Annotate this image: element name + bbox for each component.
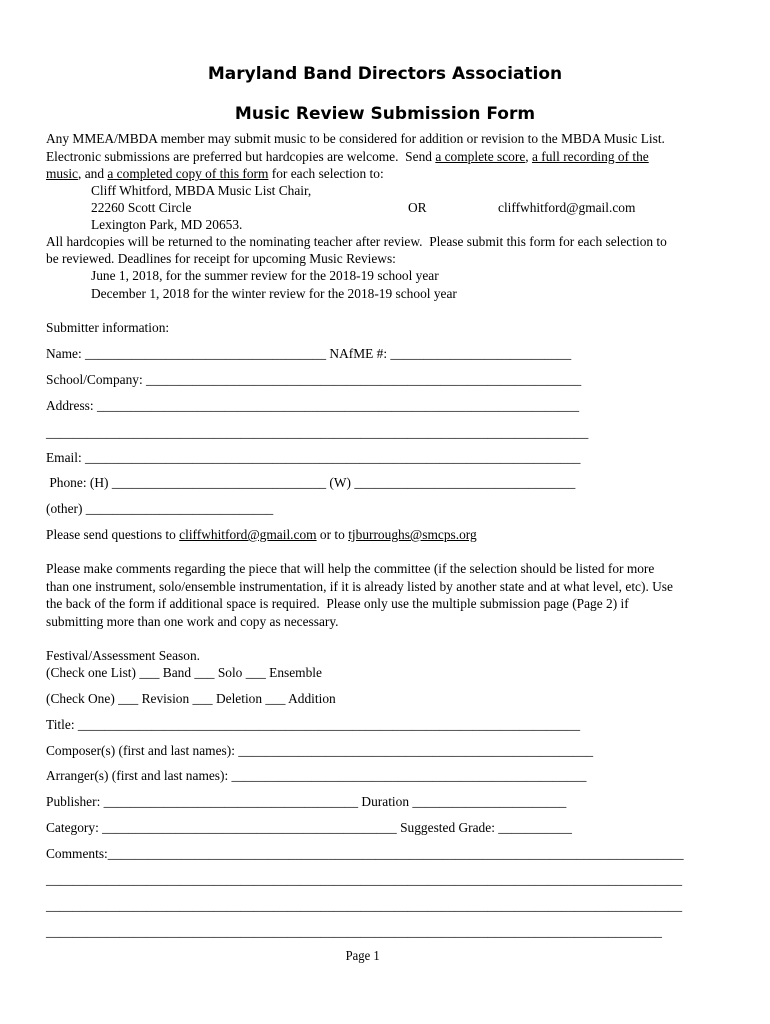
address-line-1: Cliff Whitford, MBDA Music List Chair, xyxy=(91,183,312,198)
category-grade-field[interactable]: Category: ____________________________________________ Suggested Grade: ___________ xyxy=(46,820,572,835)
intro-line-4: All hardcopies will be returned to the nominating teacher after review. Please submit this form for each selection to xyxy=(46,234,667,249)
title-field[interactable]: Title: ___________________________________________________________________________ xyxy=(46,717,581,732)
completed-copy-text: a completed copy of this form xyxy=(107,166,269,181)
check-one-field[interactable]: (Check One) ___ Revision ___ Deletion ___ Addition xyxy=(46,691,336,706)
comments-line-3[interactable]: _______________________________________________________________________________________________ xyxy=(46,898,683,913)
comments-info-2: than one instrument, solo/ensemble instrumentation, if it is already listed by another state and at what level, etc). Use xyxy=(46,579,673,594)
address-field-2[interactable]: _________________________________________________________________________________ xyxy=(46,425,589,440)
intro-text: Electronic submissions are preferred but hardcopies are welcome. Send xyxy=(46,149,436,164)
form-title: Music Review Submission Form xyxy=(234,104,536,124)
deadline-1: June 1, 2018, for the summer review for the 2018-19 school year xyxy=(91,268,439,283)
org-title: Maryland Band Directors Association xyxy=(207,64,563,84)
intro-line-2 xyxy=(46,148,649,165)
address-line-3: Lexington Park, MD 20653. xyxy=(91,217,243,232)
complete-score-text: a complete score xyxy=(435,149,526,164)
name-field[interactable]: Name: ____________________________________ NAfME #: ___________________________ xyxy=(46,346,572,361)
intro-text: for each selection to: xyxy=(268,166,384,181)
questions-email-link-2[interactable]: tjburroughs@smcps.org xyxy=(348,527,477,542)
separator: , xyxy=(525,149,532,164)
publisher-duration-field[interactable]: Publisher: ______________________________________ Duration _______________________ xyxy=(46,794,567,809)
intro-line-5: be reviewed. Deadlines for receipt for upcoming Music Reviews: xyxy=(46,251,396,266)
intro-line-3 xyxy=(46,165,384,182)
comments-line-4[interactable]: ____________________________________________________________________________________________ xyxy=(46,924,662,939)
season-label: Festival/Assessment Season. xyxy=(46,648,200,663)
submitter-heading: Submitter information: xyxy=(46,320,170,335)
questions-email-link-1[interactable]: cliffwhitford@gmail.com xyxy=(179,527,317,542)
page-number: Page 1 xyxy=(345,948,380,963)
other-phone-field[interactable]: (other) ____________________________ xyxy=(46,501,274,516)
music-text: music xyxy=(46,166,78,181)
address-line-2: 22260 Scott Circle xyxy=(91,200,192,215)
chair-email: cliffwhitford@gmail.com xyxy=(498,200,636,215)
check-list-field[interactable]: (Check one List) ___ Band ___ Solo ___ Ensemble xyxy=(46,665,322,680)
phone-field[interactable]: Phone: (H) ________________________________ (W) _________________________________ xyxy=(46,475,576,490)
intro-text: , and xyxy=(78,166,108,181)
address-field[interactable]: Address: ________________________________________________________________________ xyxy=(46,398,580,413)
questions-text: or to xyxy=(316,527,349,542)
school-field[interactable]: School/Company: _________________________________________________________________ xyxy=(46,372,582,387)
arranger-field[interactable]: Arranger(s) (first and last names): _____________________________________________________ xyxy=(46,768,587,783)
full-recording-text: a full recording of the xyxy=(531,149,649,164)
intro-line-1: Any MMEA/MBDA member may submit music to be considered for addition or revision to the MBDA Music List. xyxy=(46,131,665,146)
email-field[interactable]: Email: __________________________________________________________________________ xyxy=(46,450,581,465)
deadline-2: December 1, 2018 for the winter review for the 2018-19 school year xyxy=(91,286,457,301)
comments-info-4: submitting more than one work and copy as necessary. xyxy=(46,614,339,629)
questions-line xyxy=(46,526,477,543)
composer-field[interactable]: Composer(s) (first and last names): _____________________________________________________ xyxy=(46,743,594,758)
or-label: OR xyxy=(408,200,427,215)
questions-text: Please send questions to xyxy=(46,527,180,542)
comments-info-3: the back of the form if additional space is required. Please only use the multiple submission page (Page 2) if xyxy=(46,596,629,611)
comments-info-1: Please make comments regarding the piece that will help the committee (if the selection should be listed for more xyxy=(46,561,655,576)
comments-field[interactable]: Comments:______________________________________________________________________________________ xyxy=(46,846,684,861)
comments-line-2[interactable]: _______________________________________________________________________________________________ xyxy=(46,872,683,887)
